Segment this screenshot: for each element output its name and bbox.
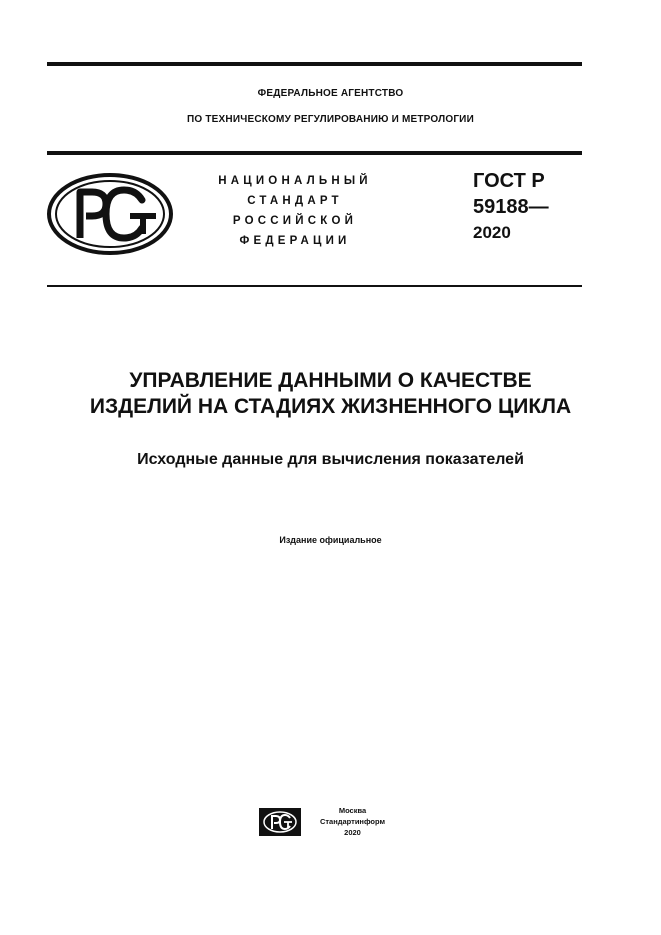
national-line-3: РОССИЙСКОЙ — [232, 215, 358, 227]
block-bottom-rule — [47, 285, 582, 287]
publisher-name: Стандартинформ — [319, 817, 386, 826]
gost-prefix: ГОСТ Р — [473, 170, 545, 192]
publisher-year: 2020 — [344, 828, 361, 837]
national-standard-label — [195, 171, 395, 251]
publisher-city: Москва — [338, 806, 367, 815]
gost-number: 59188— — [473, 196, 549, 218]
edition-label: Издание официальное — [279, 535, 382, 545]
national-line-1: НАЦИОНАЛЬНЫЙ — [218, 175, 372, 187]
document-title — [0, 368, 661, 420]
rst-certification-mark-icon — [46, 172, 174, 256]
national-line-4: ФЕДЕРАЦИИ — [239, 235, 351, 247]
title-line-1: УПРАВЛЕНИЕ ДАННЫМИ О КАЧЕСТВЕ — [129, 369, 532, 392]
gost-designation — [473, 168, 549, 246]
document-subtitle: Исходные данные для вычисления показателей — [137, 451, 524, 468]
standartinform-logo-icon — [258, 807, 302, 837]
header-rule — [47, 151, 582, 155]
top-rule — [47, 62, 582, 66]
gost-year: 2020 — [473, 223, 511, 242]
publisher-info — [305, 805, 400, 838]
national-line-2: СТАНДАРТ — [247, 195, 343, 207]
title-line-2: ИЗДЕЛИЙ НА СТАДИЯХ ЖИЗНЕННОГО ЦИКЛА — [89, 395, 572, 418]
agency-line-2: ПО ТЕХНИЧЕСКОМУ РЕГУЛИРОВАНИЮ И МЕТРОЛОГИИ — [187, 114, 474, 125]
agency-line-1: ФЕДЕРАЛЬНОЕ АГЕНТСТВО — [257, 88, 404, 99]
